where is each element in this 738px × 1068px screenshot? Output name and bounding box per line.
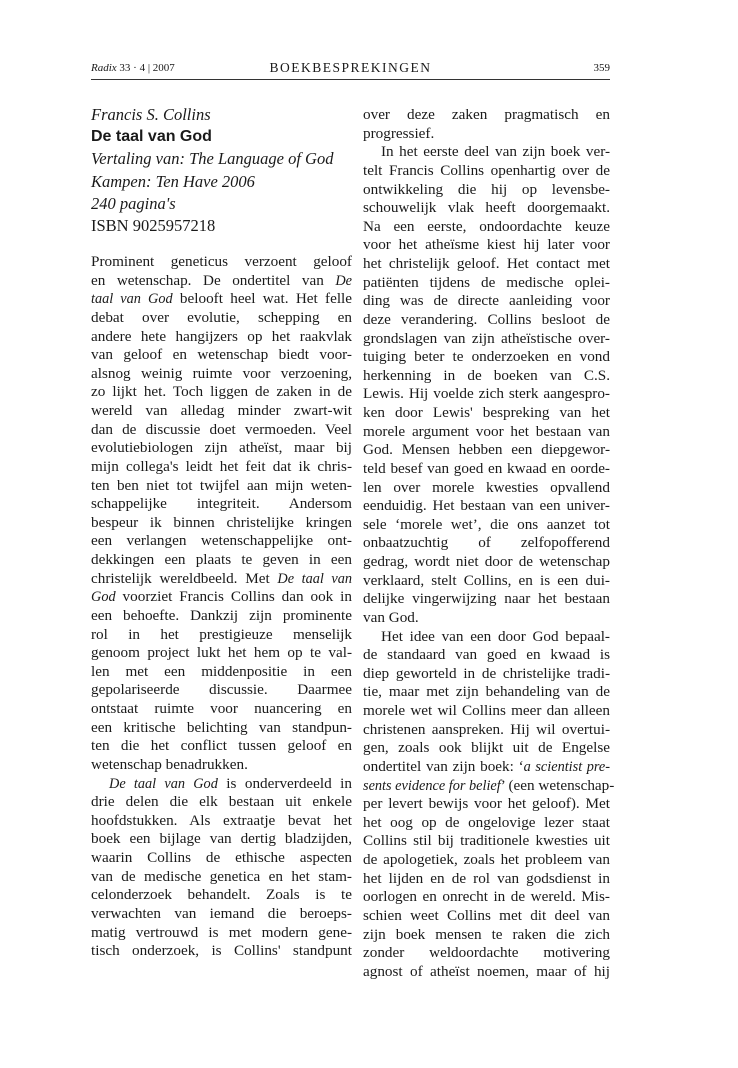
text: ding was de directe aanleiding voor bbox=[363, 292, 610, 310]
text-line bbox=[91, 514, 352, 533]
text-line bbox=[363, 348, 610, 367]
text-line bbox=[91, 346, 352, 365]
text: andere hete hangijzers op het raakvlak bbox=[91, 327, 352, 345]
text-line bbox=[363, 851, 610, 870]
text-line bbox=[91, 588, 352, 607]
text: over deze zaken pragmatisch en bbox=[363, 106, 610, 123]
text-line bbox=[91, 383, 352, 402]
text-line bbox=[363, 236, 610, 255]
text-line bbox=[363, 274, 610, 293]
text: ontwikkeling die hij op levensbe- bbox=[363, 180, 610, 198]
text-line bbox=[91, 942, 352, 961]
text: gen, zoals ook blijkt uit de Engelse bbox=[363, 739, 610, 757]
book-author: Francis S. Collins bbox=[91, 105, 211, 124]
text: herkenning in de boeken van C.S. bbox=[363, 366, 610, 384]
text-line bbox=[91, 477, 352, 496]
text: tuiging beter te onderzoeken en vond bbox=[363, 348, 610, 366]
book-details bbox=[91, 104, 353, 237]
book-translation: Vertaling van: The Language of God bbox=[91, 149, 334, 169]
text-line bbox=[363, 125, 610, 144]
text: ken door Lewis' bespreking van het bbox=[363, 404, 610, 421]
text-line bbox=[91, 812, 352, 831]
text: gedrag, wordt niet door de wetenschap bbox=[363, 553, 610, 570]
text: evolutiebiologen zijn atheïst, maar bij bbox=[91, 439, 352, 457]
text: debat over evolutie, schepping en bbox=[91, 308, 352, 326]
section-title: BOEKBESPREKINGEN bbox=[269, 60, 432, 75]
text: gepolariseerde discussie. Daarmee bbox=[91, 681, 352, 699]
text: zijn boek mensen te raken die zich bbox=[363, 925, 610, 943]
text: verklaard, stelt Collins, en is een dui- bbox=[363, 571, 610, 589]
text: per levert bewijs voor het geloof). Met bbox=[363, 795, 610, 813]
text-line bbox=[363, 702, 610, 721]
text-line bbox=[363, 162, 610, 181]
text-line bbox=[363, 963, 610, 982]
text-line bbox=[363, 199, 610, 218]
journal-name: Radix bbox=[91, 62, 117, 74]
text: dekkingen een plaats te geven in een bbox=[91, 551, 352, 568]
text-line bbox=[363, 572, 610, 591]
text: schouwelijk vlak heeft doorgemaakt. bbox=[363, 199, 610, 217]
text: Lewis. Hij voelde zich sterk aangespro- bbox=[363, 385, 610, 403]
text: ten ben niet tot twijfel aan mijn weten- bbox=[91, 476, 352, 494]
text-line bbox=[363, 832, 610, 851]
text-line bbox=[91, 439, 352, 458]
text: voor het atheïsme kiest hij later voor bbox=[363, 236, 610, 254]
text: een kritische belichting van standpun- bbox=[91, 718, 352, 736]
text-line bbox=[363, 311, 610, 330]
text: een verlangen wetenschappelijke ont- bbox=[91, 532, 352, 550]
text-line bbox=[91, 495, 352, 514]
text: christenen aanspreken. Hij wil overtui- bbox=[363, 720, 610, 738]
text-line bbox=[363, 330, 610, 349]
italic-text: a scientist pre- bbox=[523, 758, 610, 775]
text-line bbox=[363, 460, 610, 479]
text-line bbox=[91, 532, 352, 551]
text-line bbox=[363, 367, 610, 386]
text: Het idee van een door God bepaal- bbox=[381, 627, 610, 645]
text: het oog op de ongelovige lezer staat bbox=[363, 813, 610, 831]
text-line bbox=[363, 776, 615, 796]
text: zo lijkt het. Toch liggen de zaken in de bbox=[91, 383, 352, 401]
text-line bbox=[91, 365, 352, 384]
text: patiënten tijdens de medische oplei- bbox=[363, 273, 610, 291]
text: delijke vingerwijzing naar het bestaan bbox=[363, 590, 610, 608]
text-line bbox=[91, 793, 352, 812]
book-publisher: Kampen: Ten Have 2006 bbox=[91, 171, 255, 191]
text-line bbox=[363, 553, 610, 572]
running-header bbox=[91, 60, 610, 80]
text: deze verandering. Collins besloot de bbox=[363, 310, 610, 328]
text-line bbox=[91, 849, 352, 868]
text-line bbox=[363, 926, 610, 945]
book-title: De taal van God bbox=[91, 128, 212, 146]
text-line bbox=[363, 143, 610, 162]
text: christelijk wereldbeeld. Met bbox=[91, 569, 278, 587]
italic-text: sents evidence for belief bbox=[363, 777, 501, 794]
text-line bbox=[91, 886, 352, 905]
text-line bbox=[363, 181, 610, 200]
text-line bbox=[91, 253, 352, 272]
text-line bbox=[363, 721, 610, 740]
text-line bbox=[363, 665, 610, 684]
text-line bbox=[363, 218, 610, 237]
text: God. Mensen hebben een diepgewor- bbox=[363, 441, 610, 459]
text: voorziet Francis Collins dan ook in bbox=[115, 588, 352, 606]
text: mijn collega's leidt het feit dat ik chris- bbox=[91, 457, 352, 475]
italic-text: God bbox=[91, 589, 116, 606]
text-line bbox=[91, 626, 352, 645]
text-line bbox=[363, 907, 610, 926]
text: belooft heel wat. Het felle bbox=[172, 290, 353, 308]
text: boek een bijlage van dertig bladzijden, bbox=[91, 830, 352, 848]
text: morele wet wil Collins meer dan alleen bbox=[363, 702, 610, 719]
text: len met een middenpositie in een bbox=[91, 662, 352, 680]
text-line bbox=[363, 590, 610, 609]
text: een behoefte. Dankzij zijn prominente bbox=[91, 606, 352, 624]
text-line bbox=[363, 814, 610, 833]
text-line bbox=[91, 719, 352, 738]
text: tisch onderzoek, is Collins' standpunt bbox=[91, 942, 352, 960]
text-line bbox=[91, 421, 352, 440]
text-line bbox=[91, 328, 352, 347]
text-line bbox=[363, 628, 610, 647]
text: schappelijke integriteit. Andersom bbox=[91, 495, 352, 513]
text-line bbox=[91, 681, 352, 700]
text: hoofdstukken. Als extraatje bevat het bbox=[91, 811, 352, 829]
text: de apologetiek, zoals het probleem van bbox=[363, 851, 610, 868]
text: en wetenschap. De ondertitel van bbox=[91, 271, 336, 289]
text-line bbox=[91, 458, 352, 477]
text-line bbox=[91, 644, 352, 663]
text: de standaard van goed en kwaad is bbox=[363, 646, 610, 664]
text: telt Francis Collins openhartig over de bbox=[363, 161, 610, 179]
text-line bbox=[91, 737, 352, 756]
text: teld besef van goed en kwaad en oorde- bbox=[363, 459, 610, 477]
paragraph bbox=[363, 627, 615, 982]
text: tie, maar met zijn behandeling van de bbox=[363, 683, 610, 701]
text-line bbox=[91, 756, 352, 775]
text-line bbox=[363, 404, 610, 423]
text-line bbox=[363, 534, 610, 553]
italic-text: taal van God bbox=[91, 291, 173, 308]
text: morele argument voor het bestaan van bbox=[363, 422, 610, 440]
book-pages: 240 pagina's bbox=[91, 193, 176, 213]
text: het christelijk geloof. Het contact met bbox=[363, 255, 610, 272]
text: In het eerste deel van zijn boek ver- bbox=[381, 143, 610, 161]
text-line bbox=[91, 309, 352, 328]
text-line bbox=[91, 775, 352, 794]
text-line bbox=[363, 385, 610, 404]
text: Prominent geneticus verzoent geloof bbox=[91, 253, 352, 270]
text: Na een eerste, ondoordachte keuze bbox=[363, 217, 610, 235]
issue-number: 33 · 4 | 2007 bbox=[119, 62, 175, 74]
book-isbn: ISBN 9025957218 bbox=[91, 216, 216, 236]
italic-text: De taal van God bbox=[109, 775, 218, 792]
text: len over morele kwesties opvallend bbox=[363, 478, 610, 496]
italic-text: De taal van bbox=[277, 570, 352, 587]
text: grondslagen van zijn atheïstische over- bbox=[363, 329, 610, 347]
text-line bbox=[363, 609, 610, 628]
text: eenduidig. Het bestaan van een univer- bbox=[363, 497, 610, 515]
text-line bbox=[363, 870, 610, 889]
text: wetenschap benadrukken. bbox=[91, 755, 248, 773]
text: alsnog weinig ruimte voor verzoening, bbox=[91, 364, 352, 382]
text-line bbox=[91, 551, 352, 570]
text: schien weet Collins met dit deel van bbox=[363, 906, 610, 924]
text-line bbox=[363, 106, 610, 125]
text-line bbox=[363, 423, 610, 442]
text-line bbox=[91, 570, 352, 589]
text-line bbox=[363, 479, 610, 498]
text: van geloof en wetenschap biedt voor- bbox=[91, 346, 352, 364]
page-number: 359 bbox=[593, 62, 610, 74]
text: ontstaat ruimte voor nuancering en bbox=[91, 700, 352, 717]
text: onbaatzuchtig of zelfopofferend bbox=[363, 534, 610, 552]
text: ’ (een wetenschap- bbox=[500, 776, 615, 794]
text-line bbox=[363, 795, 610, 814]
text-line bbox=[363, 292, 610, 311]
left-column bbox=[91, 253, 352, 961]
text: celonderzoek behandelt. Zoals is te bbox=[91, 886, 352, 904]
text: is onderverdeeld in bbox=[217, 774, 352, 792]
text: wereld van alledag minder zwart-wit bbox=[91, 402, 352, 419]
text-line bbox=[91, 272, 352, 291]
text-line bbox=[363, 497, 610, 516]
text-line bbox=[363, 683, 610, 702]
text-line bbox=[363, 888, 610, 907]
text: rol in het prestigieuze menselijk bbox=[91, 625, 352, 643]
italic-text: De bbox=[335, 272, 352, 289]
text-line bbox=[363, 255, 610, 274]
text: genoom project lukt het hem op te val- bbox=[91, 644, 352, 662]
text-line bbox=[363, 758, 610, 777]
text-line bbox=[91, 905, 352, 924]
text: ondertitel van zijn boek: ‘ bbox=[363, 757, 524, 775]
text-line bbox=[91, 924, 352, 943]
text-line bbox=[91, 830, 352, 849]
paragraph bbox=[91, 775, 352, 961]
text: van de medische genetica en het stam- bbox=[91, 867, 352, 885]
text: diep geworteld in de christelijke tradi- bbox=[363, 664, 610, 682]
text: zonder weldoordachte motivering bbox=[363, 944, 610, 962]
text: bespeur ik binnen christelijke kringen bbox=[91, 513, 352, 531]
right-column bbox=[363, 106, 615, 981]
paragraph bbox=[363, 143, 610, 627]
text: ten die het conflict tussen geloof en bbox=[91, 737, 352, 755]
text-line bbox=[363, 441, 610, 460]
text: het lijden en de rol van godsdienst in bbox=[363, 869, 610, 887]
text-line bbox=[91, 700, 352, 719]
text: verwachten van iemand die beroeps- bbox=[91, 904, 352, 922]
text-line bbox=[91, 402, 352, 421]
text-line bbox=[363, 739, 610, 758]
paragraph bbox=[91, 253, 352, 775]
text: progressief. bbox=[363, 124, 435, 142]
text-line bbox=[91, 290, 352, 309]
text: dan de discussie doet vermoeden. Veel bbox=[91, 420, 352, 438]
text-line bbox=[363, 944, 610, 963]
text: Collins stil bij traditionele kwesties uit bbox=[363, 832, 610, 850]
text-line bbox=[363, 646, 610, 665]
text: van God. bbox=[363, 608, 419, 626]
text-line bbox=[91, 663, 352, 682]
text: agnost of atheïst noemen, maar of hij bbox=[363, 962, 610, 980]
text-line bbox=[91, 607, 352, 626]
text-line bbox=[91, 868, 352, 887]
text: waarin Collins de ethische aspecten bbox=[91, 849, 352, 866]
text: oorlogen en onrecht in de wereld. Mis- bbox=[363, 888, 610, 906]
text-line bbox=[363, 516, 610, 535]
text: matig vertrouwd is met modern gene- bbox=[91, 923, 352, 941]
text: sele ‘morele wet’, die ons aanzet tot bbox=[363, 515, 610, 533]
paragraph bbox=[363, 106, 610, 143]
text: drie delen die elk bestaan uit enkele bbox=[91, 793, 352, 811]
